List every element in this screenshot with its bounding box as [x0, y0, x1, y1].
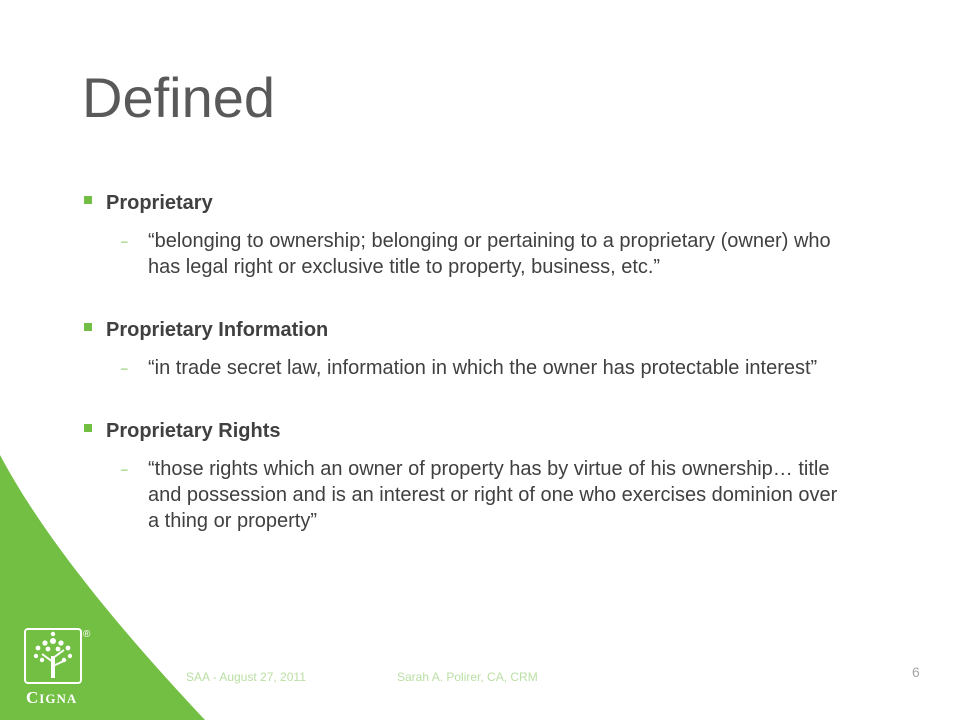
term-heading: Proprietary Rights	[106, 420, 281, 442]
definition-text: “those rights which an owner of property has by virtue of his ownership… title and possession and is an interest or right of one who exercises dominion over a thing or property”	[148, 458, 838, 532]
footer-author: Sarah A. Polirer, CA, CRM	[397, 670, 538, 684]
definition-text: “in trade secret law, information in which the owner has protectable interest”	[148, 357, 818, 379]
wordmark-rest: IGNA	[39, 691, 78, 706]
definition-text: “belonging to ownership; belonging or pertaining to a proprietary (owner) who has legal right or exclusive title to property, business, etc.”	[148, 230, 831, 278]
slide-title: Defined	[82, 66, 276, 129]
term-heading: Proprietary Information	[106, 319, 329, 341]
page-number: 6	[912, 664, 920, 680]
list-item	[82, 190, 882, 280]
list-item	[82, 418, 882, 534]
definition	[82, 355, 882, 381]
list-item	[82, 317, 882, 381]
term-heading: Proprietary	[106, 192, 213, 214]
registered-mark: ®	[83, 629, 91, 640]
square-bullet-icon	[84, 424, 92, 432]
cigna-tree-logo-icon	[24, 628, 82, 684]
definition	[82, 228, 882, 280]
footer-event: SAA - August 27, 2011	[186, 670, 306, 684]
dash-bullet-icon: –	[121, 462, 128, 476]
definition	[82, 456, 882, 534]
cigna-wordmark	[26, 688, 77, 708]
dash-bullet-icon: –	[121, 234, 128, 248]
dash-bullet-icon: –	[121, 361, 128, 375]
bullet-list	[82, 190, 882, 534]
square-bullet-icon	[84, 196, 92, 204]
wordmark-initial: C	[26, 688, 40, 707]
square-bullet-icon	[84, 323, 92, 331]
